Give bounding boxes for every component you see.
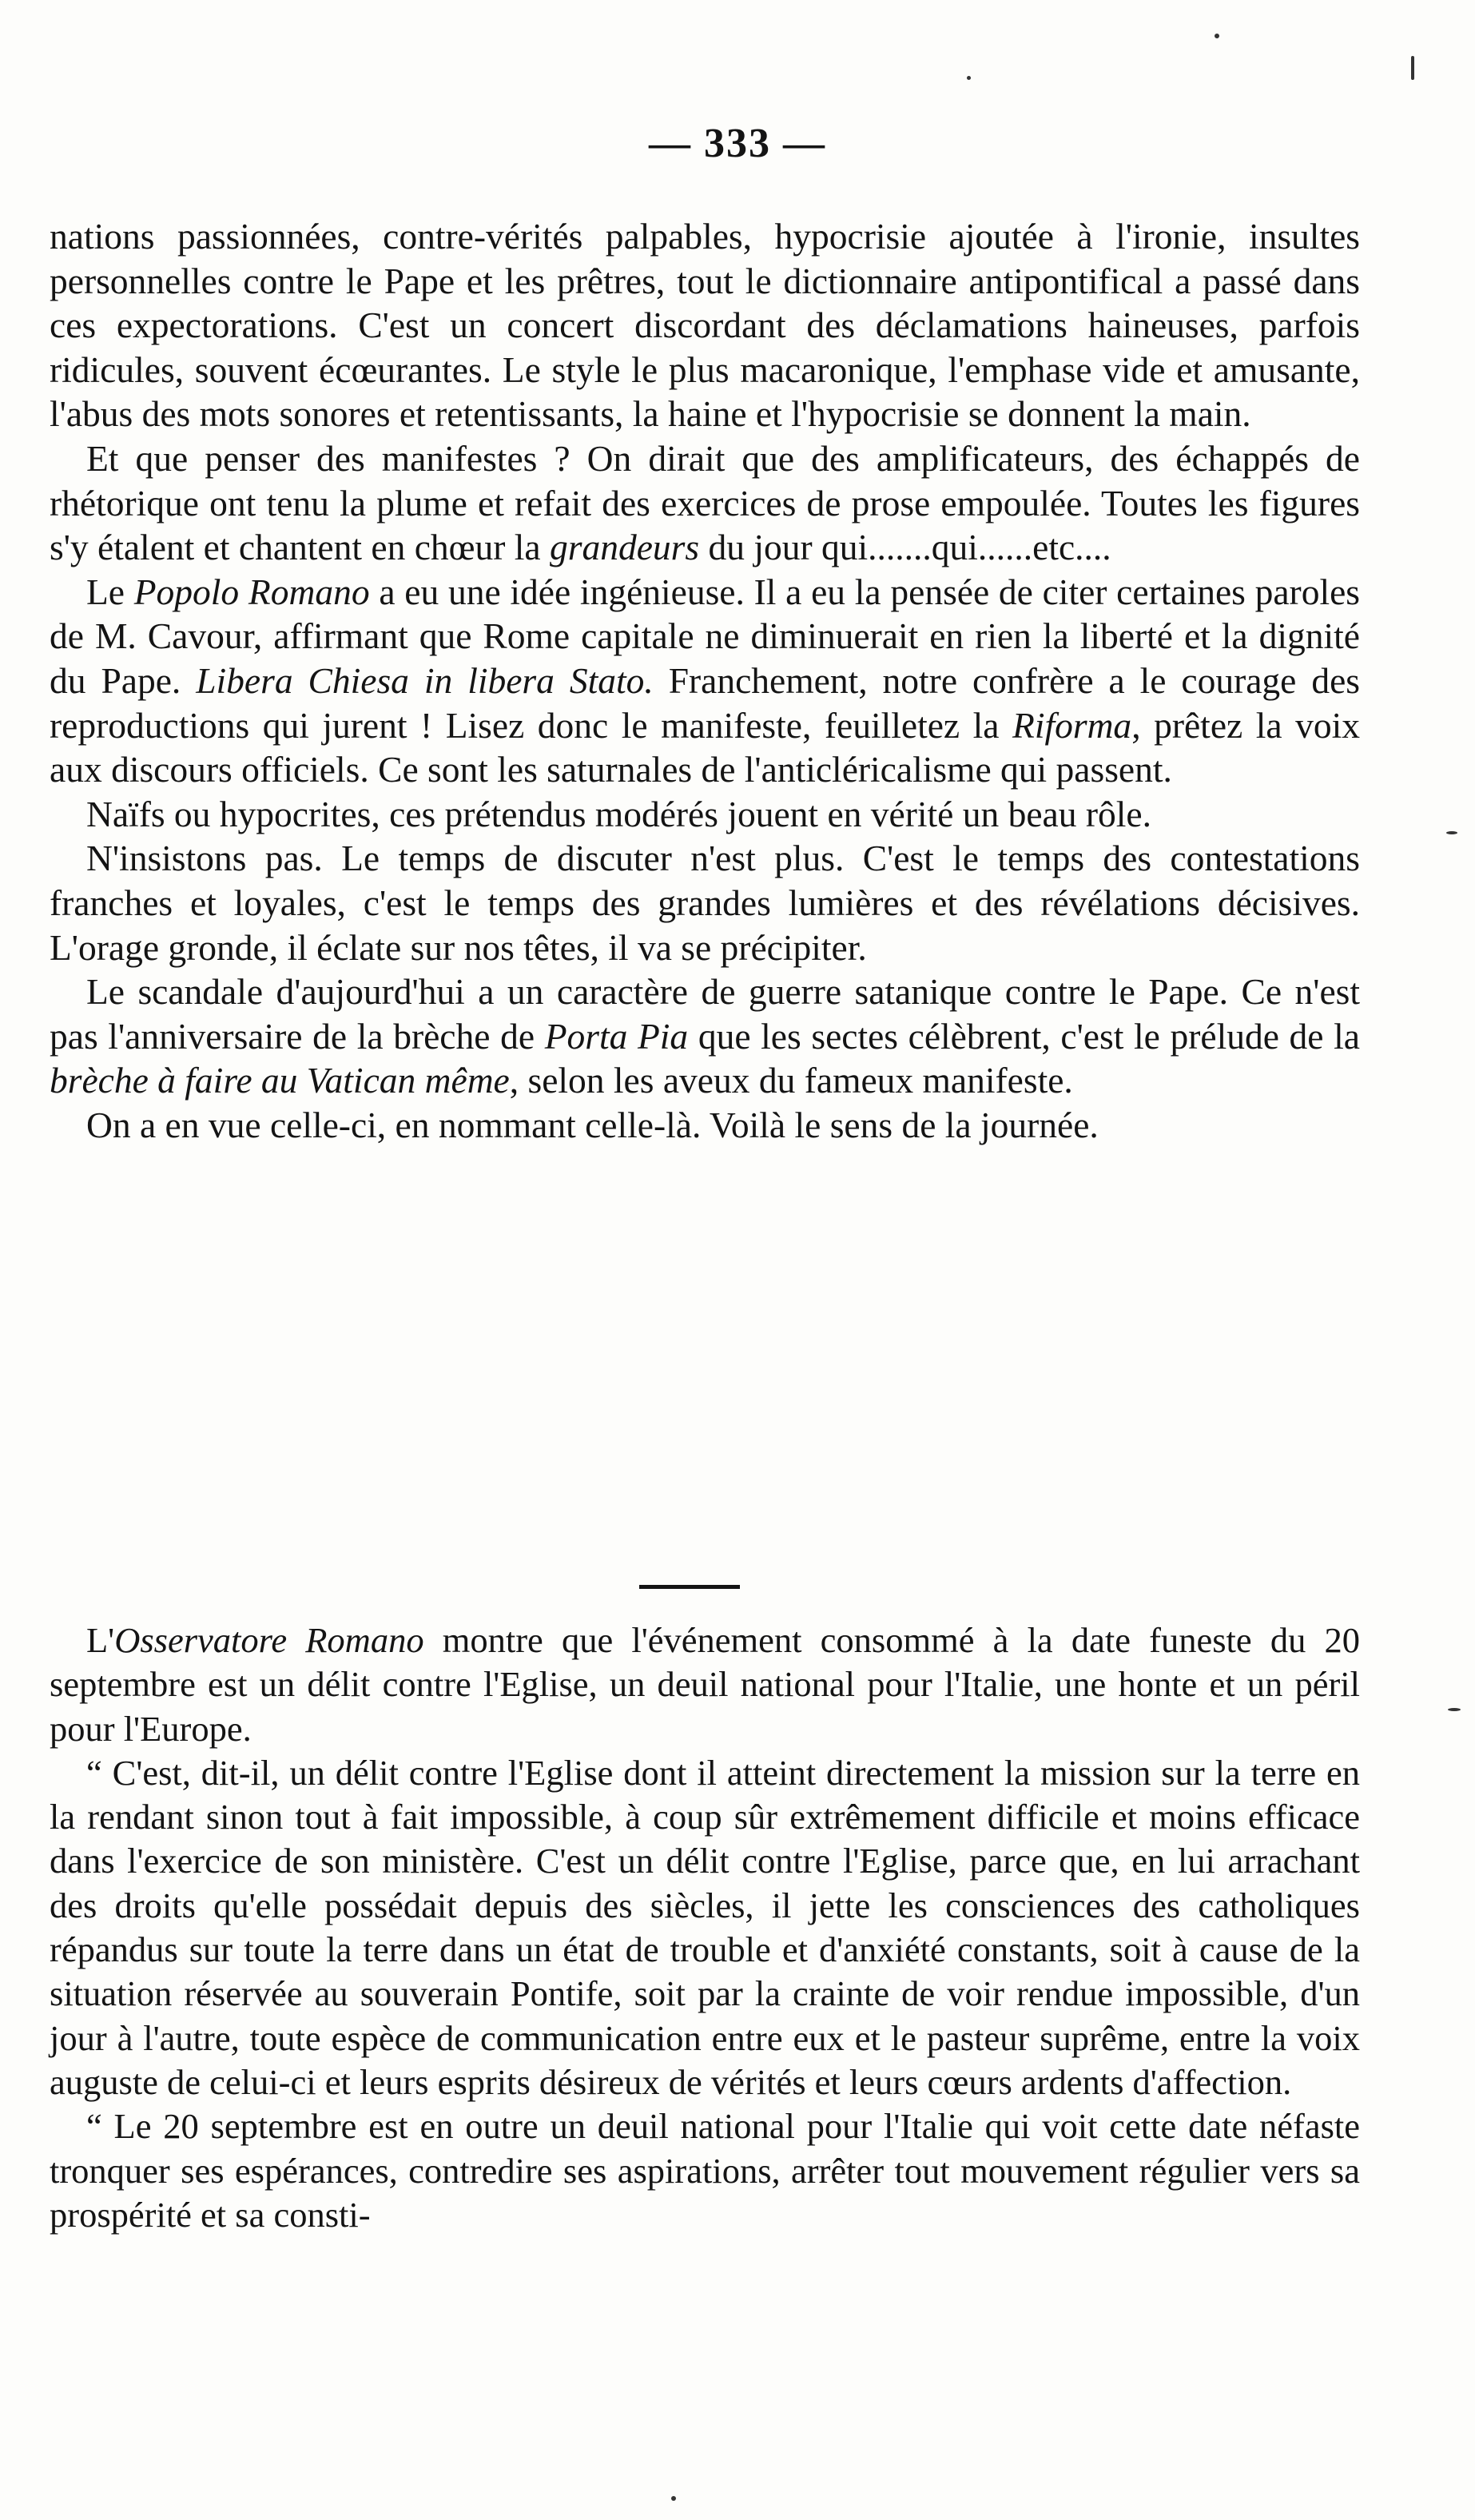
paragraph: On a en vue celle-ci, en nommant celle-là. Voilà le sens de la journée. [86,1104,1099,1145]
emphasis-text: Porta Pia [544,1015,689,1057]
paragraph: Et que penser des manifestes ? On dirait que des amplificateurs, des échappés de rhétorique ont tenu la plume et refait des exercices de prose empoulée. Toutes les figures s'y étalent et chantent en chœur la grandeurs du jour qui.......qui......etc.... [50,437,1360,568]
paragraph: Naïfs ou hypocrites, ces prétendus modérés jouent en vérité un beau rôle. [86,793,1151,834]
paragraph: Le scandale d'aujourd'hui a un caractère de guerre satanique contre le Pape. Ce n'est pas l'anniversaire de la brèche de Porta Pia que les sectes célèbrent, c'est le prélude de la brèche à faire au Vatican même, selon les aveux du fameux manifeste. [50,971,1360,1101]
emphasis-text: brèche à faire au Vatican même [50,1060,510,1101]
article-section-2 [50,1618,1360,2237]
print-speck [671,2496,676,2501]
print-speck [967,76,971,80]
paragraph: Le Popolo Romano a eu une idée ingénieuse. Il a eu la pensée de citer certaines paroles de M. Cavour, affirmant que Rome capitale ne diminuerait en rien la liberté et la dignité du Pape. Libera Chiesa in libera Stato. Franchement, notre confrère a le courage des reproductions qui jurent ! Lisez donc le manifeste, feuilletez la Riforma, prêtez la voix aux discours officiels. Ce sont les saturnales de l'anticléricalisme qui passent. [50,571,1361,790]
emphasis-text: grandeurs [549,527,700,568]
emphasis-text: Popolo Romano [133,571,370,612]
emphasis-text: Libera Chiesa in libera Stato. [196,659,654,701]
emphasis-text: Osservatore Romano [114,1620,424,1660]
paragraph: N'insistons pas. Le temps de discuter n'est plus. C'est le temps des contestations franches et loyales, c'est le temps des grandes lumières et des révélations décisives. L'orage gronde, il éclate sur nos têtes, il va se précipiter. [50,838,1360,968]
emphasis-text: Riforma [1012,704,1132,746]
section-divider [639,1585,740,1589]
print-speck [1446,831,1457,834]
paragraph: L'Osservatore Romano montre que l'événement consommé à la date funeste du 20 septembre est un délit contre l'Eglise, un deuil national pour l'Italie, une honte et un péril pour l'Europe. [50,1620,1360,1749]
print-speck [1448,1708,1461,1711]
paragraph: “ C'est, dit-il, un délit contre l'Eglise dont il atteint directement la mission sur la terre en la rendant sinon tout à fait impossible, à coup sûr extrêmement difficile et moins efficace dans l'exercice de son ministère. C'est un délit contre l'Eglise, parce que, en lui arrachant des droits qu'elle possédait depuis des siècles, il jette les consciences des catholiques répandus sur toute la terre dans un état de trouble et d'anxiété constants, soit à cause de la situation réservée au souverain Pontife, soit par la crainte de voir rendue impossible, d'un jour à l'autre, toute espèce de communication entre eux et le pasteur suprême, entre la voix auguste de celui-ci et leurs esprits désireux de vérités et leurs cœurs ardents d'affection. [50,1752,1360,2102]
article-section-1 [50,214,1360,1147]
print-speck [1411,56,1414,80]
paragraph: nations passionnées, contre-vérités palpables, hypocrisie ajoutée à l'ironie, insultes personnelles contre le Pape et les prêtres, tout le dictionnaire antipontifical a passé dans ces expectorations. C'est un concert discordant des déclamations haineuses, parfois ridicules, souvent écœurantes. Le style le plus macaronique, l'emphase vide et amusante, l'abus des mots sonores et retentissants, la haine et l'hypocrisie se donnent la main. [50,216,1360,435]
print-speck [1215,34,1219,38]
page-number: — 333 — [649,121,826,166]
paragraph: “ Le 20 septembre est en outre un deuil national pour l'Italie qui voit cette date néfaste tronquer ses espérances, contredire ses aspirations, arrêter tout mouvement régulier vers sa prospérité et sa consti- [50,2106,1360,2235]
